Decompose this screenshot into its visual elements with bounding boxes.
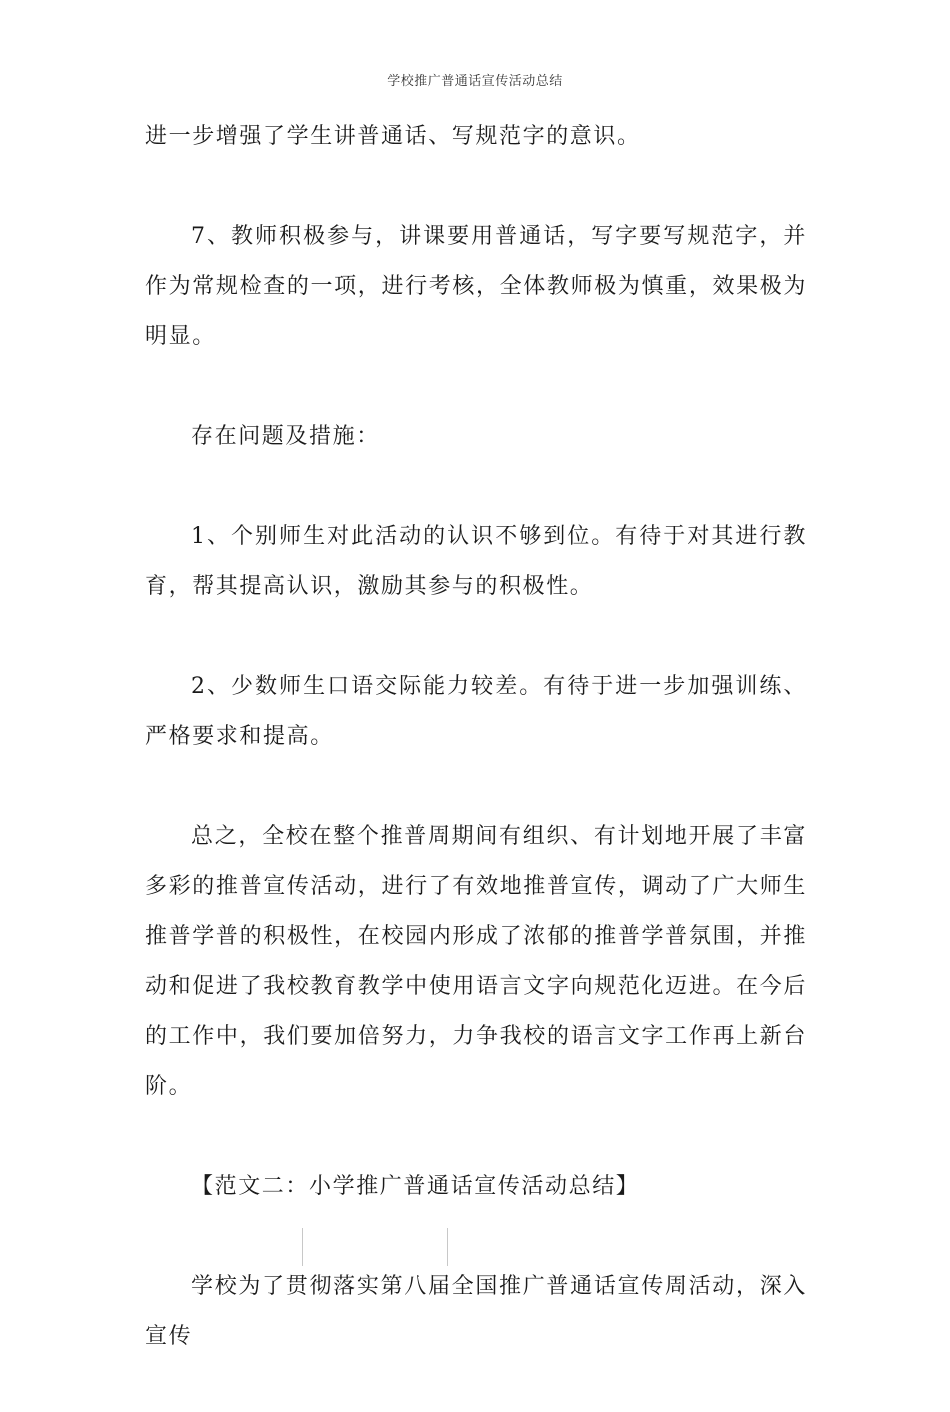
section-heading-problems: 存在问题及措施： <box>191 424 380 449</box>
paragraph-item-7: 7、教师积极参与，讲课要用普通话，写字要写规范字，并作为常规检查的一项，进行考核，全体教师极为慎重，效果极为明显。 <box>145 224 807 349</box>
document-body <box>145 112 807 1412</box>
paragraph-problem-1: 1、个别师生对此活动的认识不够到位。有待于对其进行教育，帮其提高认识，激励其参与的积极性。 <box>145 524 807 599</box>
footer-divider-left <box>302 1228 303 1266</box>
sample-two-title: 【范文二：小学推广普通话宣传活动总结】 <box>191 1174 640 1199</box>
paragraph-summary: 总之，全校在整个推普周期间有组织、有计划地开展了丰富多彩的推普宣传活动，进行了有效地推普宣传，调动了广大师生推普学普的积极性，在校园内形成了浓郁的推普学普氛围，并推动和促进了我校教育教学中使用语言文字向规范化迈进。在今后的工作中，我们要加倍努力，力争我校的语言文字工作再上新台阶。 <box>145 824 807 1099</box>
paragraph-continuation: 进一步增强了学生讲普通话、写规范字的意识。 <box>145 124 641 149</box>
footer-divider-marks <box>0 1228 950 1268</box>
page-header-title: 学校推广普通话宣传活动总结 <box>387 74 563 89</box>
paragraph-problem-2: 2、少数师生口语交际能力较差。有待于进一步加强训练、严格要求和提高。 <box>145 674 807 749</box>
footer-divider-right <box>447 1228 448 1266</box>
paragraph-sample-two-intro: 学校为了贯彻落实第八届全国推广普通话宣传周活动，深入宣传 <box>145 1274 807 1349</box>
